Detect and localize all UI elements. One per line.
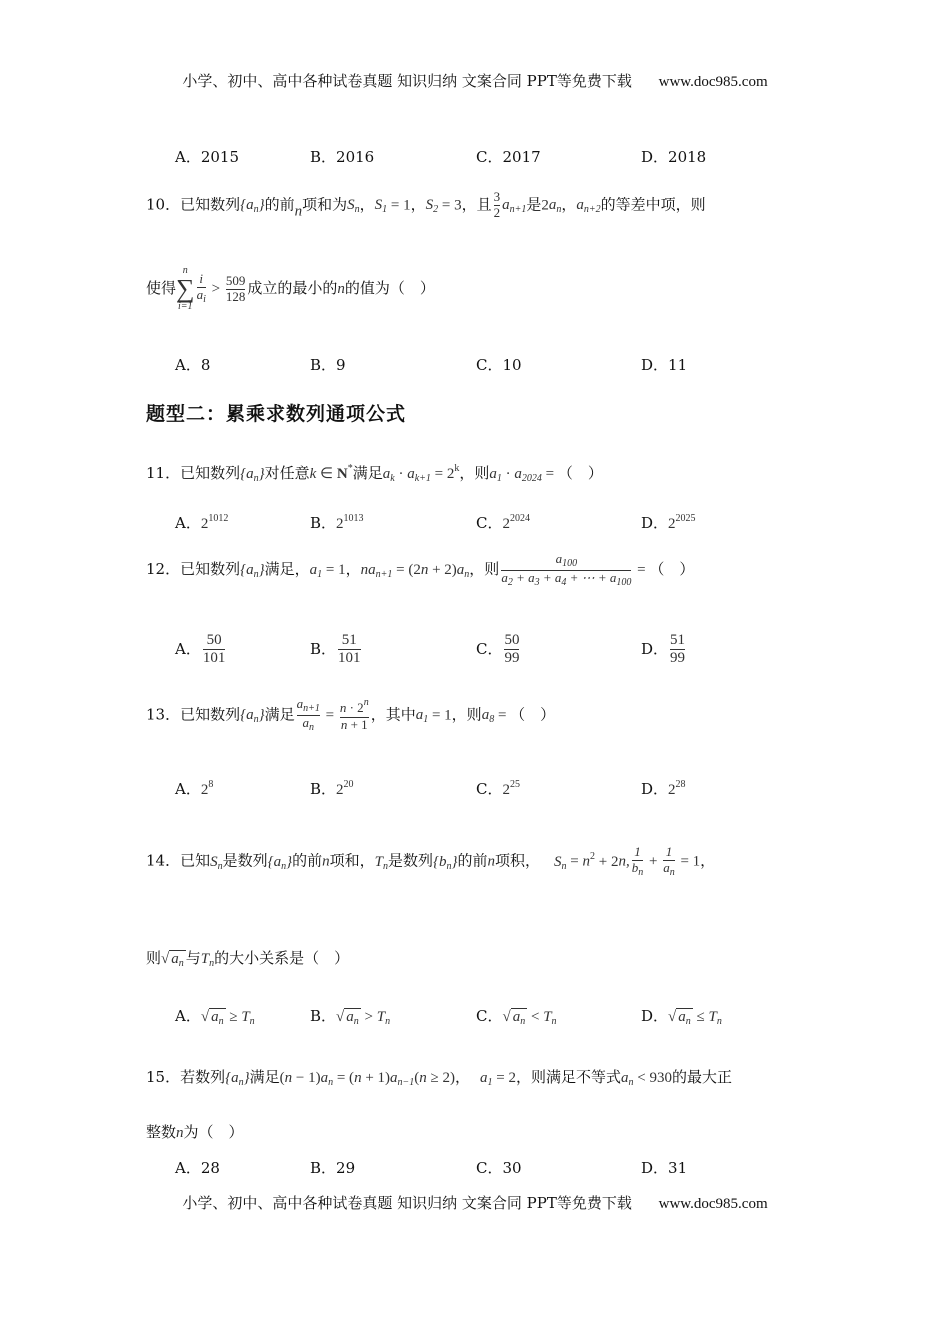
q12-option-b: B． $\frac{51}{101}$ — [310, 632, 361, 667]
q15-option-b: B．29 — [310, 1159, 356, 1177]
q12-option-c: C． $\frac{50}{99}$ — [476, 632, 520, 667]
q12-option-a: A． $\frac{50}{101}$ — [175, 632, 226, 667]
q12-line: 12．已知数列$\{a_n\}$满足，$a_1 = 1$，$na_{n+1} = (2n + 2)a_n$，则 $\frac{a_{100}}{a_2 + a_3 + a_4 + \cdots + a_{100}}$ = （ ） — [146, 551, 695, 588]
q9-option-d: D．2018 — [641, 148, 707, 166]
q12-option-d: D． $\frac{51}{99}$ — [641, 632, 686, 667]
footer-site: www.doc985.com — [658, 1196, 768, 1212]
section-title: 题型二：累乘求数列通项公式 — [146, 403, 407, 425]
q14-line2: 则√ $a_n$ 与$T_n$的大小关系是（ ） — [146, 949, 350, 969]
q15-line2: 整数n为（ ） — [146, 1123, 244, 1141]
q15-option-d: D．31 — [641, 1159, 688, 1177]
q11-option-d: D．$2^{2025}$ — [641, 513, 696, 532]
q13-option-a: A．$2^8$ — [175, 779, 214, 798]
q15-option-c: C．30 — [476, 1159, 522, 1177]
q14-option-b: B．√ $a_n > T_n$ — [310, 1007, 391, 1027]
page-footer — [0, 1192, 950, 1213]
q9-option-b: B．2016 — [310, 148, 375, 166]
q10-option-d: D．11 — [641, 356, 688, 374]
q10-line1: 10．已知数列$\{a_n\}$的前n项和为$S_n$，$S_1 = 1$，$S_2 = 3$，且 $\frac{3}{2}$ $a_{n+1}$是$2a_n$，$a_{n+2}$的等差中项，则 — [146, 189, 706, 220]
q9-option-c: C．2017 — [476, 148, 541, 166]
q11-option-a: A．$2^{1012}$ — [175, 513, 229, 532]
q15-option-a: A．28 — [175, 1159, 220, 1177]
q14-line1: 14．已知$S_n$是数列$\{a_n\}$的前n项和，$T_n$是数列$\{b_n\}$的前n项积， $S_n = n^2 + 2n$, $\frac{1}{b_n}$ + $\frac{1}{a_n}$ = 1， — [146, 844, 716, 878]
q13-option-d: D．$2^{28}$ — [641, 779, 686, 798]
q14-option-d: D．√ $a_n \le T_n$ — [641, 1007, 722, 1027]
footer-text: 小学、初中、高中各种试卷真题 知识归纳 文案合同 PPT等免费下载 — [182, 1194, 632, 1212]
q14-option-a: A．√ $a_n \ge T_n$ — [175, 1007, 255, 1027]
q13-line: 13．已知数列$\{a_n\}$满足 $\frac{a_{n+1}}{a_n}$ = $\frac{n \cdot 2^n}{n + 1}$ ，其中$a_1 = 1$，则$a_8$ = （ ） — [146, 696, 556, 733]
header-site: www.doc985.com — [658, 74, 768, 90]
q10-option-b: B．9 — [310, 356, 346, 374]
q15-line1: 15．若数列$\{a_n\}$满足$(n - 1)a_n = (n + 1)a_{n-1}(n \ge 2)$， $a_1 = 2$，则满足不等式$a_n < 930$的最大正 — [146, 1068, 732, 1088]
q11-option-c: C．$2^{2024}$ — [476, 513, 530, 532]
q13-option-c: C．$2^{25}$ — [476, 779, 520, 798]
page-header — [0, 70, 950, 91]
q11-line: 11．已知数列$\{a_n\}$对任意k ∈ N*满足$a_k \cdot a_{k+1} = 2^k$，则$a_1 \cdot a_{2024}$ = （ ） — [146, 463, 603, 484]
q10-option-c: C．10 — [476, 356, 522, 374]
header-text: 小学、初中、高中各种试卷真题 知识归纳 文案合同 PPT等免费下载 — [182, 72, 632, 90]
q10-option-a: A．8 — [175, 356, 211, 374]
q9-option-a: A．2015 — [175, 148, 240, 166]
q13-option-b: B．$2^{20}$ — [310, 779, 354, 798]
q10-line2: 使得n ∑ i=1 $\frac{i}{a_i}$ > $\frac{509}{128}$ 成立的最小的n的值为（ ） — [146, 265, 435, 312]
q14-option-c: C．√ $a_n < T_n$ — [476, 1007, 557, 1027]
q11-option-b: B．$2^{1013}$ — [310, 513, 364, 532]
